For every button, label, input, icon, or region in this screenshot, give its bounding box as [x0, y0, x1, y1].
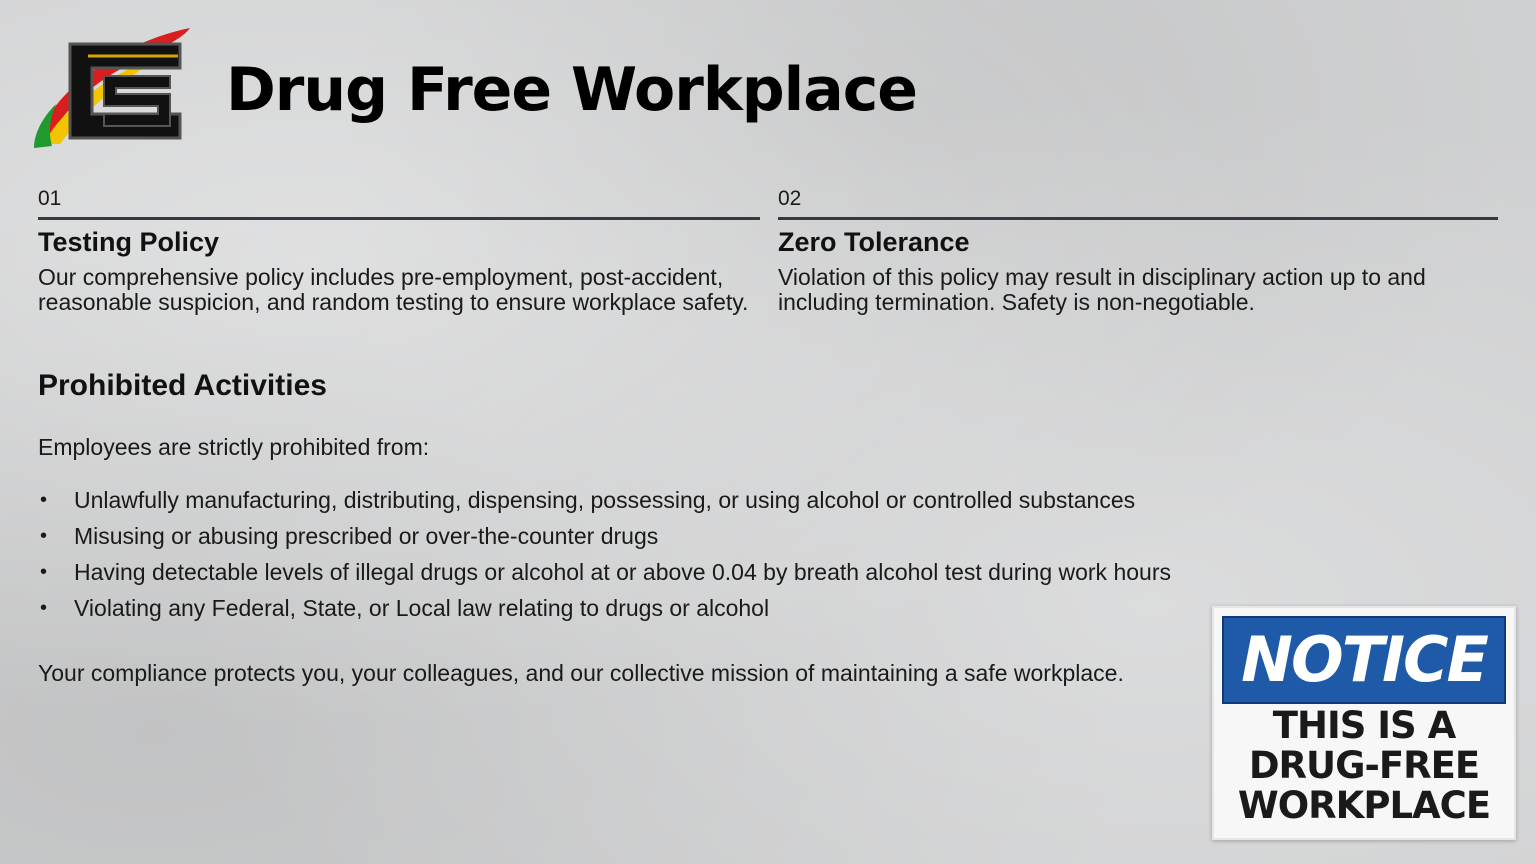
list-item [38, 482, 1171, 518]
list-item-text: Violating any Federal, State, or Local law relating to drugs or alcohol [74, 595, 770, 621]
list-item [38, 554, 1171, 590]
bullet-icon: • [40, 561, 48, 583]
bullet-icon: • [40, 525, 48, 547]
section-title: Prohibited Activities [38, 369, 327, 402]
company-logo-icon [30, 22, 202, 154]
column-body: Violation of this policy may result in disciplinary action up to and including termination. Safety is non-negotiable. [778, 264, 1426, 315]
zero-tolerance-column [778, 184, 1498, 315]
column-number: 01 [38, 184, 760, 220]
bullet-icon: • [40, 489, 48, 511]
notice-sign-line: THIS IS A [1272, 704, 1456, 747]
list-item-text: Having detectable levels of illegal drugs or alcohol at or above 0.04 by breath alcohol test during work hours [74, 559, 1171, 585]
list-item [38, 590, 1171, 626]
closing-statement: Your compliance protects you, your colleagues, and our collective mission of maintaining a safe workplace. [38, 660, 1124, 686]
prohibited-list [38, 482, 1171, 626]
column-number: 02 [778, 184, 1498, 220]
notice-sign-text [1214, 706, 1514, 826]
notice-banner: NOTICE [1222, 616, 1506, 704]
list-item-text: Misusing or abusing prescribed or over-the-counter drugs [74, 523, 659, 549]
drug-free-notice-sign [1212, 606, 1516, 840]
column-heading: Testing Policy [38, 227, 220, 257]
list-item [38, 518, 1171, 554]
list-item-text: Unlawfully manufacturing, distributing, dispensing, possessing, or using alcohol or controlled substances [74, 487, 1136, 513]
column-heading: Zero Tolerance [778, 227, 970, 257]
section-intro: Employees are strictly prohibited from: [38, 434, 430, 460]
bullet-icon: • [40, 597, 48, 619]
column-body: Our comprehensive policy includes pre-employment, post-accident, reasonable suspicion, and random testing to ensure workplace safety. [38, 264, 749, 315]
page-title: Drug Free Workplace [226, 55, 917, 125]
notice-sign-line: WORKPLACE [1237, 784, 1491, 827]
notice-sign-line: DRUG-FREE [1248, 744, 1480, 787]
testing-policy-column [38, 184, 760, 315]
